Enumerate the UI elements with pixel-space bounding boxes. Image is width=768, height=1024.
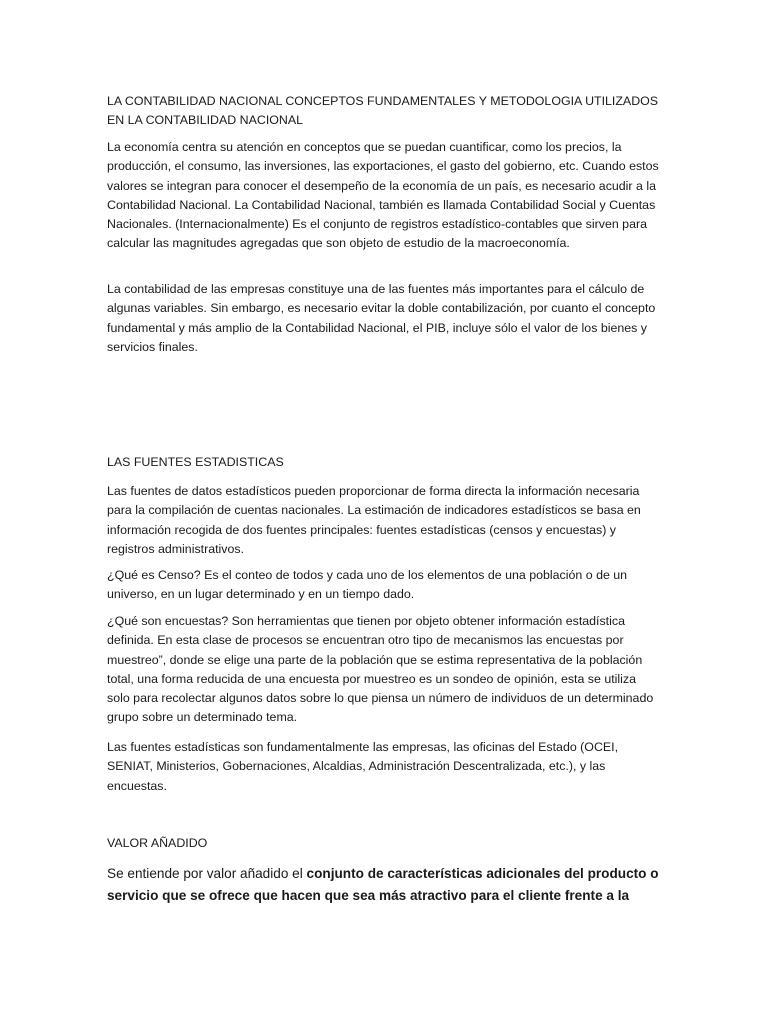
- valor-anadido-bold-definition: conjunto de características adicionales del producto o servicio que se ofrece que hacen que sea más atractivo para el cliente frente a la: [107, 866, 659, 903]
- paragraph-fuentes-empresas: Las fuentes estadísticas son fundamentalmente las empresas, las oficinas del Estado (OCEI, SENIAT, Ministerios, Gobernaciones, Alcaldias, Administración Descentralizada, etc.), y las encuestas.: [107, 740, 619, 793]
- valor-anadido-intro: Se entiende por valor añadido el: [107, 866, 307, 881]
- section-title-fuentes-estadisticas: LAS FUENTES ESTADISTICAS: [107, 455, 284, 469]
- paragraph-fuentes-datos: Las fuentes de datos estadísticos pueden proporcionar de forma directa la información necesaria para la compilación de cuentas nacionales. La estimación de indicadores estadísticos se basa en información recogida de dos fuentes principales: fuentes estadísticas (censos y encuestas) y registros administrativos.: [107, 484, 641, 556]
- paragraph-valor-anadido: [107, 863, 667, 907]
- section-title-contabilidad-nacional: LA CONTABILIDAD NACIONAL CONCEPTOS FUNDAMENTALES Y METODOLOGIA UTILIZADOS EN LA CONTABILIDAD NACIONAL: [107, 94, 659, 128]
- paragraph-economia: La economía centra su atención en conceptos que se puedan cuantificar, como los precios, la producción, el consumo, las inversiones, las exportaciones, el gasto del gobierno, etc. Cuando estos valores se integran para conocer el desempeño de la economía de un país, es necesario acudir a la Contabilidad Nacional. La Contabilidad Nacional, también es llamada Contabilidad Social y Cuentas Nacionales. (Internacionalmente) Es el conjunto de registros estadístico-contables que sirven para calcular las magnitudes agregadas que son objeto de estudio de la macroeconomía.: [107, 140, 659, 251]
- paragraph-que-es-censo: ¿Qué es Censo? Es el conteo de todos y cada uno de los elementos de una población o de un universo, en un lugar determinado y en un tiempo dado.: [107, 568, 628, 602]
- paragraph-que-son-encuestas: ¿Qué son encuestas? Son herramientas que tienen por objeto obtener información estadística definida. En esta clase de procesos se encuentran otro tipo de mecanismos las encuestas por muestreo”, donde se elige una parte de la población que se estima representativa de la población total, una forma reducida de una encuesta por muestreo es un sondeo de opinión, esta se utiliza solo para recolectar algunos datos sobre lo que piensa un número de individuos de un determinado grupo sobre un determinado tema.: [107, 614, 654, 725]
- paragraph-contabilidad-empresas: La contabilidad de las empresas constituye una de las fuentes más importantes para el cálculo de algunas variables. Sin embargo, es necesario evitar la doble contabilización, por cuanto el concepto fundamental y más amplio de la Contabilidad Nacional, el PIB, incluye sólo el valor de los bienes y servicios finales.: [107, 282, 656, 354]
- section-title-valor-anadido: VALOR AÑADIDO: [107, 836, 208, 850]
